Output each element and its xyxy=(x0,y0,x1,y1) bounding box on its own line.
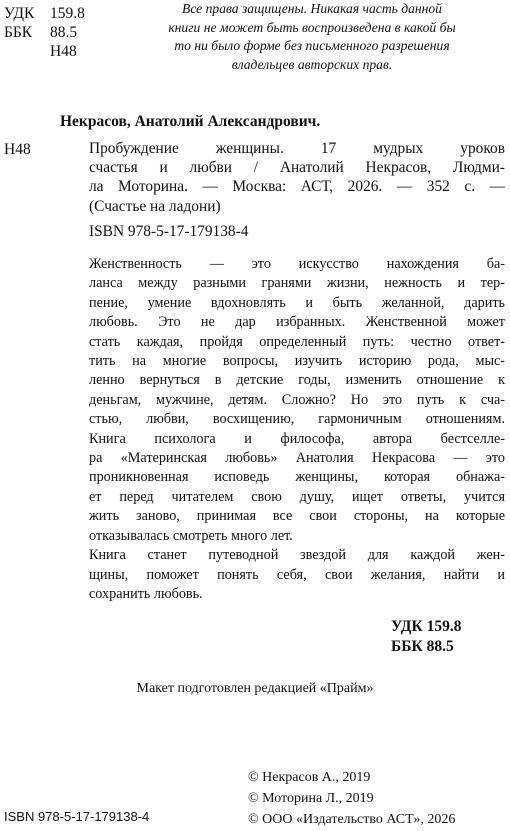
abstract-line: отказывалась смотреть много лет. xyxy=(89,527,293,544)
abstract-line: Женственность — это искусство нахождения ба- xyxy=(89,256,505,272)
abstract-line: тить на многие вопросы, изучить историю рода, мыс- xyxy=(89,353,505,370)
author-mark-side: Н48 xyxy=(4,141,31,158)
abstract-line: проникновенная исповедь женщины, которая обнажа- xyxy=(89,469,505,486)
abstract-line: стать каждая, пройдя определенный путь: честно ответ- xyxy=(89,333,505,350)
copyright-line: © Моторина Л., 2019 xyxy=(248,790,374,806)
classification-codes-top xyxy=(4,4,85,61)
rights-line: книги не может быть воспроизведена в какой бы xyxy=(168,19,456,35)
bbk-code: ББК 88.5 xyxy=(391,638,454,655)
abstract-line: ет перед читателем свою душу, ищет ответы, учится xyxy=(89,488,505,505)
abstract-line: ра «Материнская любовь» Анатолия Некрасова — это xyxy=(89,450,505,467)
abstract-line: пение, умение вдохновлять и быть желанной, дарить xyxy=(89,294,505,311)
abstract-line: ланса между разными гранями жизни, нежность и тер- xyxy=(89,275,505,292)
isbn-bottom: ISBN 978-5-17-179138-4 xyxy=(4,809,150,824)
rights-line: то ни было форме без письменного разрешения xyxy=(174,38,450,54)
bbk-value: 88.5 xyxy=(50,24,78,41)
bib-line: ла Моторина. — Москва: АСТ, 2026. — 352 с. — xyxy=(89,178,505,196)
prepared-by: Макет подготовлен редакцией «Прайм» xyxy=(136,681,374,696)
bbk-row xyxy=(4,23,85,42)
udk-code: УДК 159.8 xyxy=(391,618,462,635)
abstract-line: Книга станет путеводной звездой для каждой жен- xyxy=(89,547,505,564)
abstract-line: любовь. Это не дар избранных. Женственной может xyxy=(89,314,505,331)
abstract-line: ленно вернуться в детские годы, изменить отношение к xyxy=(89,372,505,389)
udk-label: УДК xyxy=(4,5,35,22)
abstract-line: щины, поможет понять себя, свои желания, найти и xyxy=(89,566,505,583)
bib-line: (Счастье на ладони) xyxy=(89,197,221,215)
copyright-line: © Некрасов А., 2019 xyxy=(248,770,371,785)
author-heading: Некрасов, Анатолий Александрович. xyxy=(60,113,321,130)
abstract-paragraph xyxy=(89,546,505,604)
classification-codes-bottom xyxy=(391,617,461,657)
copyright-block xyxy=(248,768,455,830)
abstract-paragraph xyxy=(89,430,505,546)
abstract-line: жить заново, принимая все свои стороны, на которые xyxy=(89,508,505,525)
abstract-line: Книга психолога и философа, автора бестселле- xyxy=(89,430,505,447)
bib-line: счастья и любви / Анатолий Некрасов, Людми- xyxy=(89,159,505,177)
abstract-line: деньгам, мужчине, детям. Сложно? Но это путь к сча- xyxy=(89,391,505,408)
abstract-line: сохранить любовь. xyxy=(89,585,203,602)
rights-line: владельцев авторских прав. xyxy=(231,56,393,72)
abstract-paragraph xyxy=(89,255,505,430)
author-mark: Н48 xyxy=(50,43,77,60)
udk-row xyxy=(4,4,85,23)
bbk-label: ББК xyxy=(4,24,33,41)
udk-value: 159.8 xyxy=(50,5,85,22)
rights-line: Все права защищены. Никакая часть данной xyxy=(182,1,442,16)
bibliographic-description xyxy=(89,139,505,241)
copyright-line: © ООО «Издательство АСТ», 2026 xyxy=(248,811,456,827)
bib-line: Пробуждение женщины. 17 мудрых уроков xyxy=(89,140,505,157)
isbn: ISBN 978-5-17-179138-4 xyxy=(89,222,249,240)
abstract xyxy=(89,255,505,604)
author-mark-row xyxy=(4,42,85,61)
abstract-line: стью, любви, восхищению, гармоничным отношениям. xyxy=(89,411,505,428)
rights-notice xyxy=(116,0,508,74)
